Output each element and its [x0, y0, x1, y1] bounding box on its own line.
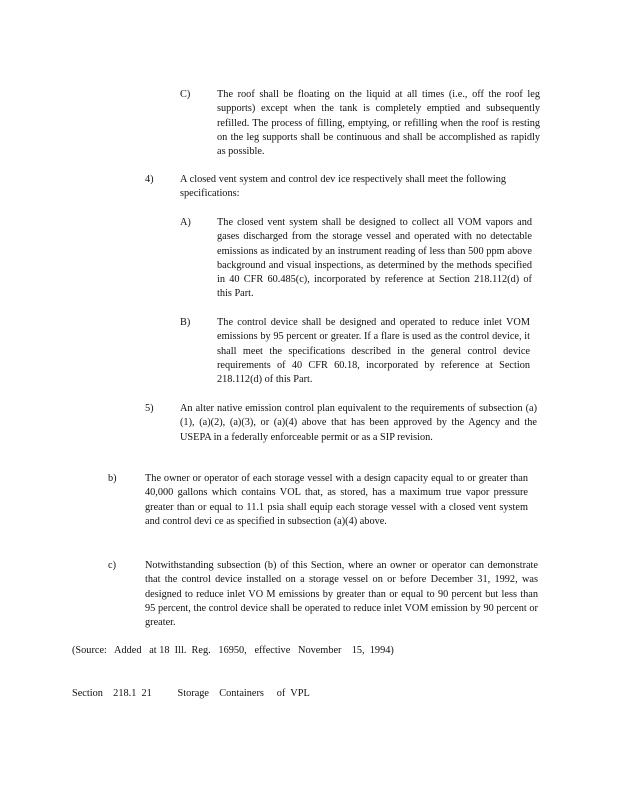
item-text: An alter native emission control plan equivalent to the requirements of subsection (a)(1), (a)(2), (a)(3), or (a)(4) above that has been approved by the Agency and the USEPA in a federally enforceable permit or as a SIP revision. — [180, 403, 537, 443]
item-label: 5) — [145, 403, 154, 414]
item-text: A closed vent system and control dev ice respectively shall meet the following specifications: — [180, 174, 506, 200]
item-label: A) — [180, 217, 191, 228]
item-text: The closed vent system shall be designed to collect all VOM vapors and gases discharged from the storage vessel and operated with no detectable emissions as indicated by an instrument reading of less than 500 ppm above background and visual inspections, as determined by the methods specified in 40 CFR 60.485(c), incorporated by reference at Section 218.112(d) of this Part. — [217, 217, 532, 300]
item-label: B) — [180, 317, 191, 328]
section-heading: Section 218.1 21 Storage Containers of VPL — [72, 688, 310, 699]
item-label: 4) — [145, 174, 154, 185]
item-text: Notwithstanding subsection (b) of this Section, where an owner or operator can demonstrate that the control device installed on a storage vessel on or before December 31, 1992, was designed to reduce inlet VO M emissions by greater than or equal to 90 percent but less than 95 percent, the control device shall be operated to reduce inlet VOM emission by 90 percent or greater. — [145, 560, 538, 629]
item-label: C) — [180, 89, 191, 100]
item-text: The roof shall be floating on the liquid at all times (i.e., off the roof leg supports) except when the tank is completely emptied and subsequently refilled. The process of filling, emptying, or refilling when the roof is resting on the leg supports shall be continuous and shall be accomplished as rapidly as possible. — [217, 89, 540, 158]
source-note: (Source: Added at 18 Ill. Reg. 16950, effective November 15, 1994) — [72, 645, 394, 656]
item-text: The control device shall be designed and operated to reduce inlet VOM emissions by 95 percent or greater. If a flare is used as the control device, it shall meet the specifications described in the general control device requirements of 40 CFR 60.18, incorporated by reference at Section 218.112(d) of this Part. — [217, 317, 530, 386]
item-label: c) — [108, 560, 116, 571]
item-text: The owner or operator of each storage vessel with a design capacity equal to or greater than 40,000 gallons which contains VOL that, as stored, has a maximum true vapor pressure greater than or equal to 11.1 psia shall equip each storage vessel with a closed vent system and control devi ce as specified in subsection (a)(4) above. — [145, 473, 528, 527]
item-label: b) — [108, 473, 117, 484]
